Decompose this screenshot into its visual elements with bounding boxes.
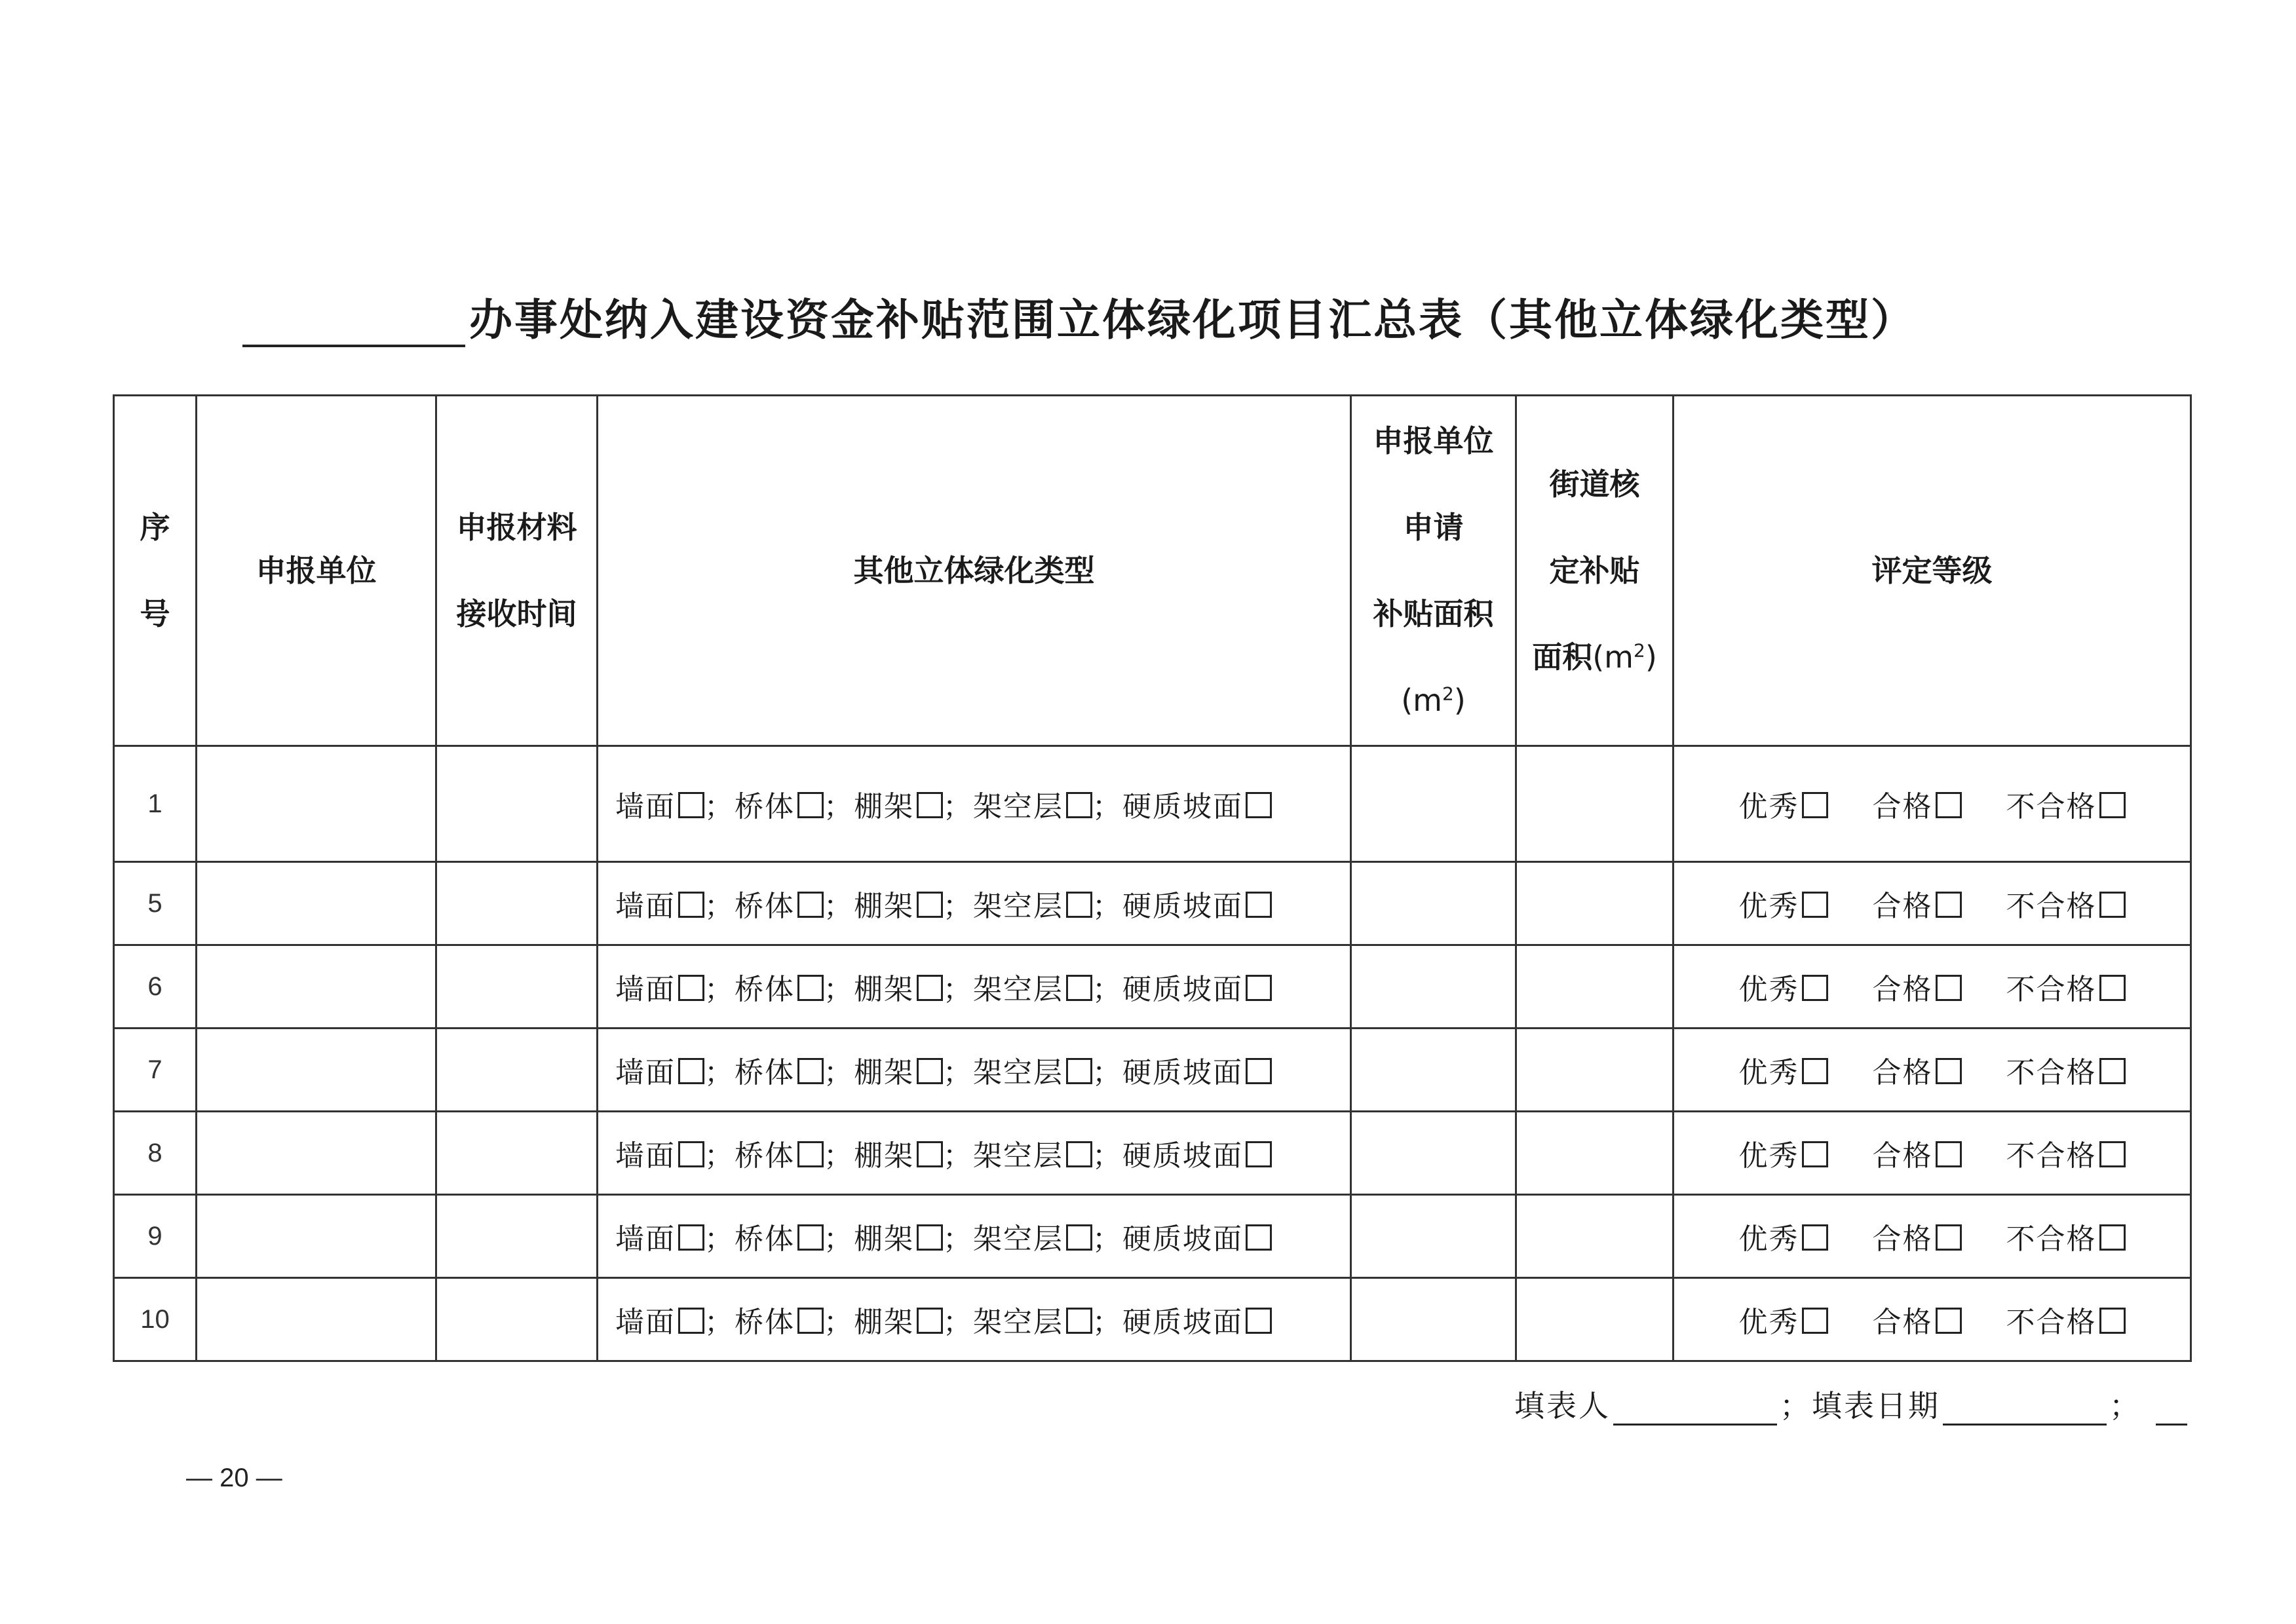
type-option-label: 架空层 xyxy=(973,1306,1063,1339)
grade-option xyxy=(2006,1049,2126,1091)
type-option xyxy=(854,1049,943,1091)
separator: ； xyxy=(1092,890,1122,923)
checkbox[interactable] xyxy=(1802,1224,1828,1251)
row-approved-area-cell[interactable] xyxy=(1516,1278,1674,1361)
row-unit-cell[interactable] xyxy=(197,1029,436,1112)
checkbox[interactable] xyxy=(797,1224,824,1251)
grade-option xyxy=(1739,966,1828,1008)
checkbox[interactable] xyxy=(1246,1141,1272,1167)
checkbox[interactable] xyxy=(678,892,704,918)
row-receive-time-cell[interactable] xyxy=(436,862,598,945)
row-seq: 9 xyxy=(114,1195,197,1278)
type-option xyxy=(1122,1215,1272,1257)
type-option-label: 架空层 xyxy=(973,1056,1063,1089)
row-apply-area-cell[interactable] xyxy=(1351,862,1516,945)
type-option xyxy=(973,882,1092,924)
checkbox[interactable] xyxy=(797,975,824,1001)
type-option xyxy=(735,966,824,1008)
checkbox[interactable] xyxy=(1246,975,1272,1001)
table-row xyxy=(114,862,2191,945)
type-option xyxy=(854,1132,943,1174)
separator: ； xyxy=(824,890,854,923)
checkbox[interactable] xyxy=(917,892,943,918)
grade-option xyxy=(1873,1298,1962,1340)
grade-option-label: 不合格 xyxy=(2006,973,2097,1006)
type-option-label: 墙面 xyxy=(615,1056,676,1089)
type-option xyxy=(854,1215,943,1257)
row-apply-area-cell[interactable] xyxy=(1351,746,1516,862)
grade-option xyxy=(2006,966,2126,1008)
checkbox[interactable] xyxy=(1936,1058,1962,1084)
type-option-label: 架空层 xyxy=(973,1222,1063,1256)
checkbox[interactable] xyxy=(1802,1058,1828,1084)
type-option xyxy=(1122,1298,1272,1340)
type-option xyxy=(1122,882,1272,924)
checkbox[interactable] xyxy=(1936,792,1962,818)
type-option xyxy=(1122,1049,1272,1091)
checkbox[interactable] xyxy=(1802,892,1828,918)
header-apply-area: 申报单位 申请 补贴面积 $(m^2)$ xyxy=(1351,396,1516,746)
checkbox[interactable] xyxy=(1246,792,1272,818)
type-option-label: 棚架 xyxy=(854,973,914,1006)
grade-option-label: 优秀 xyxy=(1738,1056,1799,1089)
type-option-label: 架空层 xyxy=(973,890,1063,923)
filler-info xyxy=(1514,1382,2190,1426)
row-grade-options xyxy=(1674,945,2191,1029)
grade-option-label: 合格 xyxy=(1872,890,1933,923)
row-apply-area-cell[interactable] xyxy=(1351,1195,1516,1278)
grade-option-label: 不合格 xyxy=(2006,1056,2097,1089)
checkbox[interactable] xyxy=(1066,892,1092,918)
row-unit-cell[interactable] xyxy=(197,1195,436,1278)
row-type-options xyxy=(598,1029,1351,1112)
type-option-label: 墙面 xyxy=(615,973,676,1006)
row-seq: 1 xyxy=(114,746,197,862)
header-receive-time: 申报材料 接收时间 xyxy=(436,396,598,746)
grade-option xyxy=(1739,783,1828,825)
separator: ； xyxy=(943,1139,973,1173)
grade-option-label: 不合格 xyxy=(2006,1222,2097,1256)
type-option xyxy=(854,966,943,1008)
separator: ； xyxy=(824,1222,854,1256)
type-option-label: 硬质坡面 xyxy=(1122,1306,1243,1339)
checkbox[interactable] xyxy=(1246,1224,1272,1251)
row-apply-area-cell[interactable] xyxy=(1351,1029,1516,1112)
grade-option-label: 不合格 xyxy=(2006,1306,2097,1339)
row-grade-options xyxy=(1674,1112,2191,1195)
type-option xyxy=(973,783,1092,825)
type-option xyxy=(973,1049,1092,1091)
type-option xyxy=(615,966,704,1008)
title-text: 办事处纳入建设资金补贴范围立体绿化项目汇总表（其他立体绿化类型） xyxy=(469,295,1916,345)
table-row xyxy=(114,1029,2191,1112)
grade-option xyxy=(1739,1298,1828,1340)
row-type-options xyxy=(598,862,1351,945)
table-row xyxy=(114,746,2191,862)
type-option-label: 墙面 xyxy=(615,890,676,923)
row-receive-time-cell[interactable] xyxy=(436,746,598,862)
type-option-label: 架空层 xyxy=(973,1139,1063,1173)
checkbox[interactable] xyxy=(797,892,824,918)
row-type-options xyxy=(598,945,1351,1029)
header-seq: 序 号 xyxy=(114,396,197,746)
fill-date-blank[interactable] xyxy=(1943,1389,2107,1426)
checkbox[interactable] xyxy=(1802,1308,1828,1334)
checkbox[interactable] xyxy=(1066,1224,1092,1251)
grade-option xyxy=(2006,1132,2126,1174)
separator: ； xyxy=(1092,973,1122,1006)
checkbox[interactable] xyxy=(917,1058,943,1084)
type-option xyxy=(735,1049,824,1091)
row-seq: 6 xyxy=(114,945,197,1029)
filler-label: 填表人 xyxy=(1514,1388,1611,1424)
checkbox[interactable] xyxy=(1936,1308,1962,1334)
row-grade-options xyxy=(1674,862,2191,945)
grade-option xyxy=(1873,783,1962,825)
type-option-label: 桥体 xyxy=(735,1056,795,1089)
row-type-options xyxy=(598,746,1351,862)
row-approved-area-cell[interactable] xyxy=(1516,1112,1674,1195)
checkbox[interactable] xyxy=(1802,1141,1828,1167)
checkbox[interactable] xyxy=(1936,892,1962,918)
type-option xyxy=(973,966,1092,1008)
header-unit: 申报单位 xyxy=(197,396,436,746)
checkbox[interactable] xyxy=(797,792,824,818)
grade-option xyxy=(1873,1132,1962,1174)
office-name-blank[interactable] xyxy=(242,282,465,347)
grade-option-label: 不合格 xyxy=(2006,890,2097,923)
checkbox[interactable] xyxy=(917,1141,943,1167)
summary-table xyxy=(113,394,2192,1362)
row-seq: 10 xyxy=(114,1278,197,1361)
type-option-label: 硬质坡面 xyxy=(1122,890,1243,923)
header-row xyxy=(114,396,2191,746)
row-type-options xyxy=(598,1278,1351,1361)
row-grade-options xyxy=(1674,746,2191,862)
grade-option xyxy=(1873,966,1962,1008)
checkbox[interactable] xyxy=(1066,975,1092,1001)
checkbox[interactable] xyxy=(797,1308,824,1334)
grade-option-label: 优秀 xyxy=(1738,790,1799,823)
separator: ； xyxy=(943,790,973,823)
type-option xyxy=(735,783,824,825)
type-option xyxy=(1122,1132,1272,1174)
type-option-label: 墙面 xyxy=(615,1222,676,1256)
type-option xyxy=(615,882,704,924)
type-option xyxy=(973,1132,1092,1174)
type-option-label: 桥体 xyxy=(735,1222,795,1256)
grade-option xyxy=(2006,1298,2126,1340)
grade-option-label: 优秀 xyxy=(1738,973,1799,1006)
row-apply-area-cell[interactable] xyxy=(1351,945,1516,1029)
type-option-label: 桥体 xyxy=(735,1306,795,1339)
type-option xyxy=(735,1215,824,1257)
separator: ； xyxy=(824,973,854,1006)
row-receive-time-cell[interactable] xyxy=(436,1029,598,1112)
row-grade-options xyxy=(1674,1029,2191,1112)
row-unit-cell[interactable] xyxy=(197,1278,436,1361)
checkbox[interactable] xyxy=(1246,892,1272,918)
row-seq: 8 xyxy=(114,1112,197,1195)
checkbox[interactable] xyxy=(1802,975,1828,1001)
type-option xyxy=(1122,966,1272,1008)
checkbox[interactable] xyxy=(1936,1141,1962,1167)
row-approved-area-cell[interactable] xyxy=(1516,1195,1674,1278)
grade-option-label: 优秀 xyxy=(1738,1306,1799,1339)
type-option-label: 架空层 xyxy=(973,790,1063,823)
grade-option xyxy=(1873,882,1962,924)
type-option-label: 硬质坡面 xyxy=(1122,973,1243,1006)
row-unit-cell[interactable] xyxy=(197,862,436,945)
header-approved-area: 街道核 定补贴 面积$(m^2)$ xyxy=(1516,396,1674,746)
checkbox[interactable] xyxy=(1246,1058,1272,1084)
type-option-label: 硬质坡面 xyxy=(1122,1222,1243,1256)
checkbox[interactable] xyxy=(917,1308,943,1334)
grade-option-label: 合格 xyxy=(1872,973,1933,1006)
separator: ； xyxy=(1092,1139,1122,1173)
grade-option-label: 合格 xyxy=(1872,1056,1933,1089)
type-option xyxy=(735,1132,824,1174)
grade-option-label: 合格 xyxy=(1872,1139,1933,1173)
row-unit-cell[interactable] xyxy=(197,945,436,1029)
row-approved-area-cell[interactable] xyxy=(1516,1029,1674,1112)
type-option-label: 棚架 xyxy=(854,890,914,923)
type-option-label: 墙面 xyxy=(615,1306,676,1339)
checkbox[interactable] xyxy=(2099,792,2126,818)
table-row xyxy=(114,1112,2191,1195)
type-option xyxy=(1122,783,1272,825)
type-option xyxy=(735,1298,824,1340)
row-seq: 5 xyxy=(114,862,197,945)
row-type-options xyxy=(598,1195,1351,1278)
document-title xyxy=(242,275,2077,347)
checkbox[interactable] xyxy=(678,792,704,818)
row-receive-time-cell[interactable] xyxy=(436,1278,598,1361)
type-option-label: 墙面 xyxy=(615,790,676,823)
row-approved-area-cell[interactable] xyxy=(1516,746,1674,862)
checkbox[interactable] xyxy=(2099,1224,2126,1251)
filler-name-blank[interactable] xyxy=(1613,1389,1777,1426)
checkbox[interactable] xyxy=(1066,792,1092,818)
page-number: — 20 — xyxy=(186,1463,282,1492)
grade-option xyxy=(1873,1049,1962,1091)
row-unit-cell[interactable] xyxy=(197,1112,436,1195)
date-label: ；填表日期 xyxy=(1780,1388,1940,1424)
header-type: 其他立体绿化类型 xyxy=(598,396,1351,746)
separator: ； xyxy=(704,1306,735,1339)
checkbox[interactable] xyxy=(917,975,943,1001)
checkbox[interactable] xyxy=(797,1058,824,1084)
checkbox[interactable] xyxy=(678,975,704,1001)
separator: ； xyxy=(1092,1056,1122,1089)
type-option xyxy=(615,783,704,825)
type-option-label: 桥体 xyxy=(735,1139,795,1173)
row-grade-options xyxy=(1674,1278,2191,1361)
separator: ； xyxy=(1092,1222,1122,1256)
separator: ； xyxy=(943,1306,973,1339)
grade-option-label: 合格 xyxy=(1872,1222,1933,1256)
row-apply-area-cell[interactable] xyxy=(1351,1278,1516,1361)
end-mark: ； xyxy=(2109,1388,2141,1424)
checkbox[interactable] xyxy=(1246,1308,1272,1334)
type-option xyxy=(735,882,824,924)
trailing-blank[interactable] xyxy=(2156,1389,2187,1426)
type-option-label: 棚架 xyxy=(854,1056,914,1089)
grade-option-label: 合格 xyxy=(1872,790,1933,823)
header-grade: 评定等级 xyxy=(1674,396,2191,746)
separator: ； xyxy=(943,1056,973,1089)
checkbox[interactable] xyxy=(2099,1308,2126,1334)
row-apply-area-cell[interactable] xyxy=(1351,1112,1516,1195)
separator: ； xyxy=(704,1139,735,1173)
row-approved-area-cell[interactable] xyxy=(1516,862,1674,945)
checkbox[interactable] xyxy=(1066,1058,1092,1084)
checkbox[interactable] xyxy=(1936,975,1962,1001)
table-row xyxy=(114,1195,2191,1278)
type-option-label: 桥体 xyxy=(735,973,795,1006)
type-option-label: 棚架 xyxy=(854,1139,914,1173)
checkbox[interactable] xyxy=(1066,1141,1092,1167)
grade-option-label: 不合格 xyxy=(2006,1139,2097,1173)
separator: ； xyxy=(943,1222,973,1256)
type-option xyxy=(615,1298,704,1340)
type-option xyxy=(973,1298,1092,1340)
type-option-label: 桥体 xyxy=(735,790,795,823)
checkbox[interactable] xyxy=(917,1224,943,1251)
grade-option-label: 合格 xyxy=(1872,1306,1933,1339)
checkbox[interactable] xyxy=(1802,792,1828,818)
table-body xyxy=(114,746,2191,1361)
separator: ； xyxy=(824,1306,854,1339)
checkbox[interactable] xyxy=(917,792,943,818)
row-grade-options xyxy=(1674,1195,2191,1278)
type-option xyxy=(973,1215,1092,1257)
type-option-label: 棚架 xyxy=(854,1222,914,1256)
separator: ； xyxy=(1092,790,1122,823)
row-receive-time-cell[interactable] xyxy=(436,945,598,1029)
separator: ； xyxy=(824,790,854,823)
grade-option xyxy=(1873,1215,1962,1257)
separator: ； xyxy=(824,1139,854,1173)
row-approved-area-cell[interactable] xyxy=(1516,945,1674,1029)
checkbox[interactable] xyxy=(1066,1308,1092,1334)
type-option xyxy=(854,1298,943,1340)
table-row xyxy=(114,945,2191,1029)
checkbox[interactable] xyxy=(797,1141,824,1167)
type-option-label: 硬质坡面 xyxy=(1122,1139,1243,1173)
checkbox[interactable] xyxy=(2099,975,2126,1001)
grade-option-label: 优秀 xyxy=(1738,1139,1799,1173)
type-option xyxy=(615,1132,704,1174)
checkbox[interactable] xyxy=(1936,1224,1962,1251)
separator: ； xyxy=(704,790,735,823)
separator: ； xyxy=(943,890,973,923)
type-option-label: 棚架 xyxy=(854,1306,914,1339)
separator: ； xyxy=(704,1056,735,1089)
type-option-label: 棚架 xyxy=(854,790,914,823)
row-receive-time-cell[interactable] xyxy=(436,1112,598,1195)
grade-option-label: 不合格 xyxy=(2006,790,2097,823)
checkbox[interactable] xyxy=(2099,892,2126,918)
checkbox[interactable] xyxy=(2099,1141,2126,1167)
grade-option xyxy=(1739,1215,1828,1257)
grade-option-label: 优秀 xyxy=(1738,890,1799,923)
type-option xyxy=(615,1215,704,1257)
grade-option xyxy=(1739,882,1828,924)
grade-option xyxy=(1739,1132,1828,1174)
checkbox[interactable] xyxy=(678,1141,704,1167)
grade-option xyxy=(2006,783,2126,825)
checkbox[interactable] xyxy=(678,1224,704,1251)
separator: ； xyxy=(704,1222,735,1256)
type-option-label: 硬质坡面 xyxy=(1122,1056,1243,1089)
separator: ； xyxy=(1092,1306,1122,1339)
type-option-label: 桥体 xyxy=(735,890,795,923)
checkbox[interactable] xyxy=(2099,1058,2126,1084)
row-seq: 7 xyxy=(114,1029,197,1112)
row-type-options xyxy=(598,1112,1351,1195)
type-option-label: 架空层 xyxy=(973,973,1063,1006)
type-option-label: 墙面 xyxy=(615,1139,676,1173)
type-option-label: 硬质坡面 xyxy=(1122,790,1243,823)
separator: ； xyxy=(943,973,973,1006)
row-receive-time-cell[interactable] xyxy=(436,1195,598,1278)
table-row xyxy=(114,1278,2191,1361)
separator: ； xyxy=(824,1056,854,1089)
grade-option xyxy=(2006,1215,2126,1257)
type-option xyxy=(854,882,943,924)
type-option xyxy=(854,783,943,825)
separator: ； xyxy=(704,890,735,923)
checkbox[interactable] xyxy=(678,1058,704,1084)
checkbox[interactable] xyxy=(678,1308,704,1334)
type-option xyxy=(615,1049,704,1091)
row-unit-cell[interactable] xyxy=(197,746,436,862)
grade-option xyxy=(2006,882,2126,924)
grade-option xyxy=(1739,1049,1828,1091)
separator: ； xyxy=(704,973,735,1006)
grade-option-label: 优秀 xyxy=(1738,1222,1799,1256)
